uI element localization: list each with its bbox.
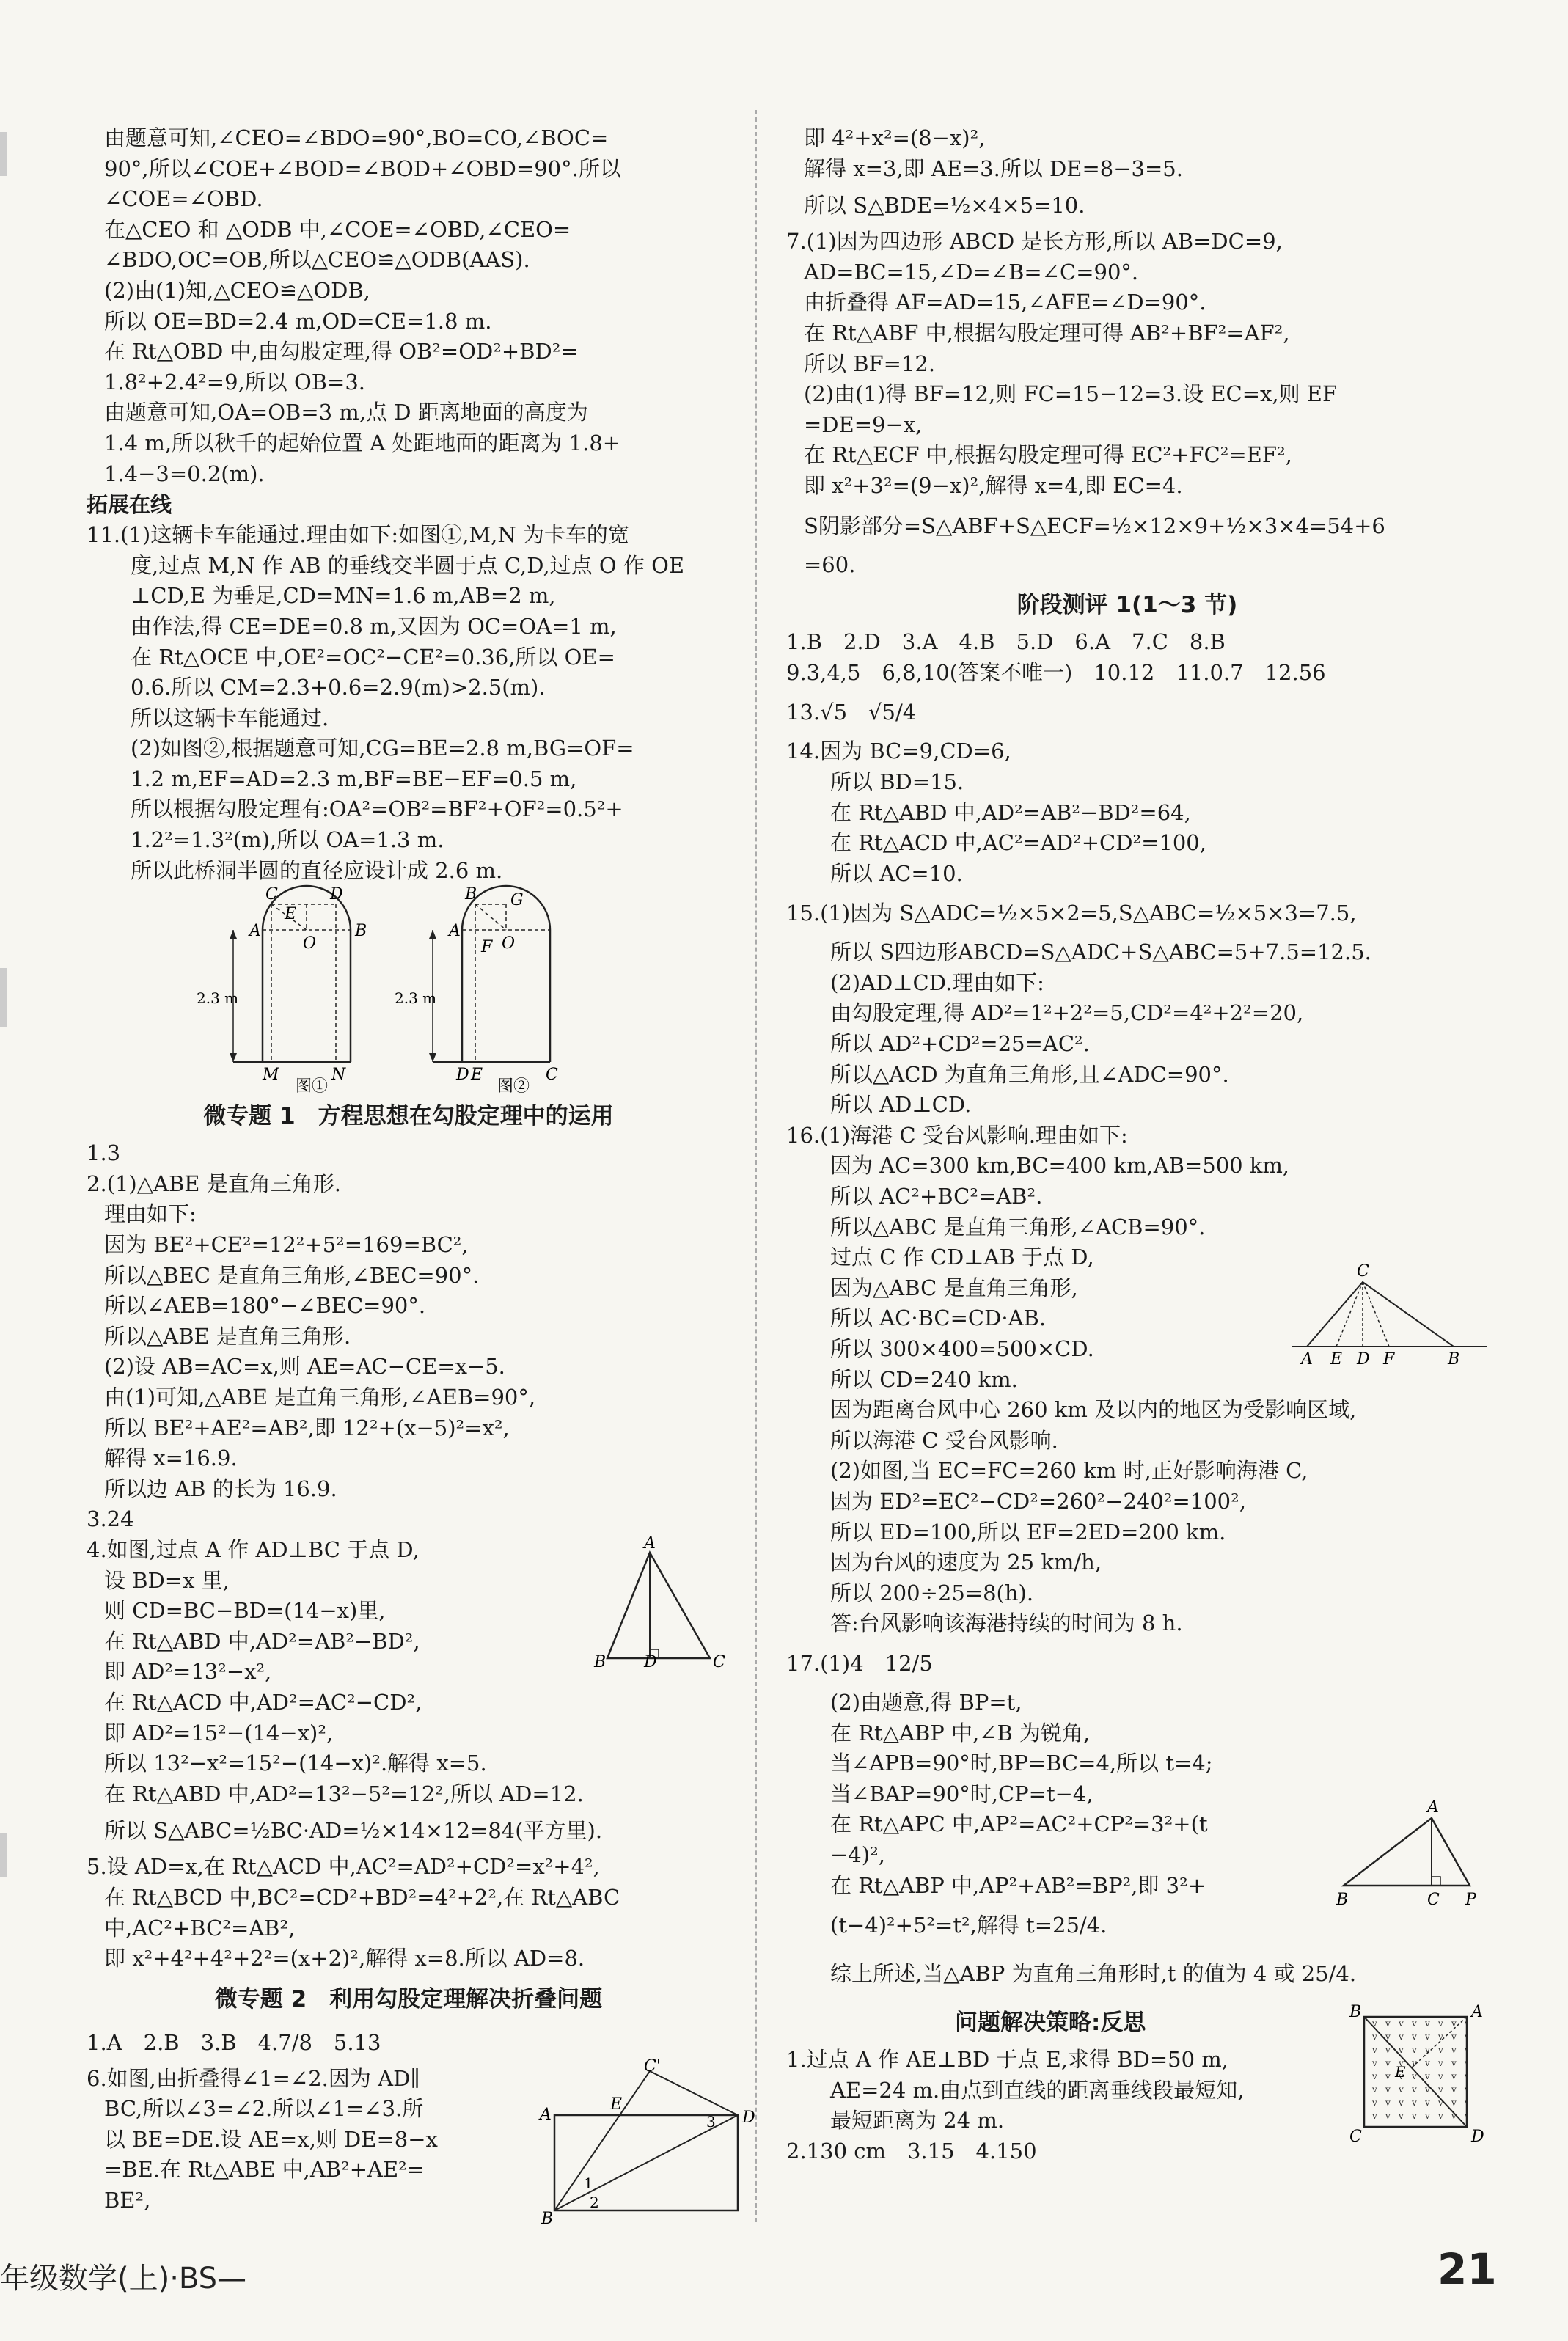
fig1-label: B: [355, 922, 367, 941]
q6-block: [87, 2056, 755, 2228]
binding-mark: [0, 1833, 7, 1877]
text-line: 7.(1)因为四边形 ABCD 是长方形,所以 AB=DC=9,: [786, 229, 1283, 254]
text-line: 所以 AC·BC=CD·AB.: [830, 1305, 1047, 1331]
fig2-label: A: [449, 922, 461, 941]
text-line: =60.: [804, 552, 856, 577]
text-line: 所以此桥洞半圆的直径应设计成 2.6 m.: [131, 857, 503, 883]
section-title: 问题解决策略:反思: [955, 2010, 1146, 2037]
text-line: 所以 ED=100,所以 EF=2ED=200 km.: [830, 1519, 1226, 1545]
fig2-label: O: [502, 934, 516, 953]
text-line: −4)²,: [830, 1842, 885, 1867]
text-line: (2)如图②,根据题意可知,CG=BE=2.8 m,BG=OF=: [131, 736, 634, 761]
text-line: 在 Rt△ECF 中,根据勾股定理可得 EC²+FC²=EF²,: [804, 442, 1292, 468]
q16-label: E: [1330, 1349, 1343, 1369]
section-title: 阶段测评 1(1～3 节): [1016, 592, 1238, 619]
q6-label: E: [610, 2095, 623, 2114]
text-line: 由题意可知,∠CEO=∠BDO=90°,BO=CO,∠BOC=: [104, 125, 609, 150]
q16-label: C: [1357, 1261, 1369, 1281]
text-line: 因为距离台风中心 260 km 及以内的地区为受影响区域,: [830, 1397, 1357, 1423]
text-line: 1.B 2.D 3.A 4.B 5.D 6.A 7.C 8.B: [786, 629, 1226, 655]
text-line: 过点 C 作 CD⊥AB 于点 D,: [830, 1245, 1094, 1270]
q4-label: C: [713, 1652, 725, 1671]
strategy-label: D: [1471, 2128, 1484, 2147]
footer-book-title: 年级数学(上)·BS—: [0, 2262, 247, 2296]
text-line: 在 Rt△ABD 中,AD²=13²−5²=12²,所以 AD=12.: [104, 1781, 584, 1806]
fig2-label: F: [481, 938, 493, 957]
right-column: [786, 123, 1484, 2166]
q17-label: B: [1336, 1890, 1349, 1909]
text-line: 即 x²+4²+4²+2²=(x+2)²,解得 x=8.所以 AD=8.: [104, 1946, 585, 1971]
text-line: AE=24 m.由点到直线的距离垂线段最短知,: [830, 2077, 1245, 2103]
text-line: BE²,: [104, 2188, 151, 2213]
text-line: S阴影部分=S△ABF+S△ECF=½×12×9+½×3×4=54+6: [804, 513, 1385, 538]
text-line: 最短距离为 24 m.: [830, 2108, 1005, 2133]
text-line: =DE=9−x,: [804, 411, 923, 437]
q4-label: D: [644, 1652, 657, 1671]
text-line: 在 Rt△ABD 中,AD²=AB²−BD²,: [104, 1628, 420, 1654]
q16-typhoon-figure: [1292, 1260, 1490, 1377]
text-line: 设 BD=x 里,: [104, 1567, 230, 1593]
column-divider: [755, 110, 757, 2222]
text-line: 在 Rt△BCD 中,BC²=CD²+BD²=4²+2²,在 Rt△ABC: [104, 1884, 620, 1910]
text-line: 在△CEO 和 △ODB 中,∠COE=∠OBD,∠CEO=: [104, 216, 571, 242]
q6-label: A: [540, 2105, 552, 2124]
text-line: 解得 x=3,即 AE=3.所以 DE=8−3=5.: [804, 155, 1183, 181]
strategy-label: A: [1471, 2003, 1483, 2022]
q6-label: C': [644, 2056, 661, 2076]
q4-label: A: [644, 1534, 656, 1553]
text-line: 所以△ACD 为直角三角形,且∠ADC=90°.: [830, 1061, 1229, 1087]
bridge-figures: [87, 885, 730, 1096]
text-line: 因为 BE²+CE²=12²+5²=169=BC²,: [104, 1232, 469, 1258]
text-line: 1.过点 A 作 AE⊥BD 于点 E,求得 BD=50 m,: [786, 2047, 1228, 2073]
fig2-label: C: [546, 1066, 558, 1085]
text-line: 在 Rt△ABP 中,∠B 为锐角,: [830, 1720, 1091, 1745]
text-line: 由题意可知,OA=OB=3 m,点 D 距离地面的高度为: [104, 400, 588, 425]
text-line: 因为 ED²=EC²−CD²=260²−240²=100²,: [830, 1488, 1246, 1514]
text-line: 所以 AC=10.: [830, 860, 963, 886]
q17-label: C: [1427, 1890, 1440, 1909]
text-line: ∠COE=∠OBD.: [104, 186, 263, 212]
text-line: 1.2 m,EF=AD=2.3 m,BF=BE−EF=0.5 m,: [131, 766, 577, 791]
q4-label: B: [594, 1652, 607, 1671]
q16-block: [786, 1121, 1468, 1639]
text-line: 16.(1)海港 C 受台风影响.理由如下:: [786, 1122, 1128, 1148]
text-line: 综上所述,当△ABP 为直角三角形时,t 的值为 4 或 25/4.: [830, 1961, 1357, 1987]
text-line: 所以 AD²+CD²=25=AC².: [830, 1031, 1090, 1057]
text-line: (t−4)²+5²=t²,解得 t=25/4.: [830, 1913, 1107, 1938]
text-line: 所以 AC²+BC²=AB².: [830, 1184, 1043, 1209]
text-line: 所以根据勾股定理有:OA²=OB²=BF²+OF²=0.5²+: [131, 796, 623, 822]
text-line: 所以 BF=12.: [804, 351, 936, 376]
text-line: 即 AD²=15²−(14−x)²,: [104, 1720, 334, 1745]
text-line: 即 4²+x²=(8−x)²,: [804, 125, 986, 150]
text-line: 1.4 m,所以秋千的起始位置 A 处距地面的距离为 1.8+: [104, 430, 621, 455]
q6-label: D: [742, 2108, 755, 2127]
text-line: 所以 OE=BD=2.4 m,OD=CE=1.8 m.: [104, 308, 492, 334]
text-line: 2.(1)△ABE 是直角三角形.: [87, 1170, 341, 1196]
text-line: (2)由(1)知,△CEO≌△ODB,: [104, 277, 370, 303]
binding-mark: [0, 968, 7, 1027]
fig1-label: O: [303, 934, 317, 953]
text-line: (2)由(1)得 BF=12,则 FC=15−12=3.设 EC=x,则 EF: [804, 381, 1338, 407]
text-line: 90°,所以∠COE+∠BOD=∠BOD+∠OBD=90°.所以: [104, 155, 621, 181]
text-line: (2)AD⊥CD.理由如下:: [830, 970, 1044, 995]
bridge-figure-svg: [87, 885, 730, 1096]
text-line: 所以 BE²+AE²=AB²,即 12²+(x−5)²=x²,: [104, 1415, 510, 1440]
strategy-label: B: [1349, 2003, 1362, 2022]
q6-label: 1: [584, 2174, 593, 2192]
text-line: 所以 13²−x²=15²−(14−x)².解得 x=5.: [104, 1751, 487, 1776]
q6-fold-figure: [540, 2056, 755, 2228]
text-line: 所以 S四边形ABCD=S△ADC+S△ABC=5+7.5=12.5.: [830, 939, 1371, 965]
fig1-label: 2.3 m: [197, 989, 239, 1008]
text-line: 13.√5 √5/4: [786, 700, 917, 725]
text-line: 0.6.所以 CM=2.3+0.6=2.9(m)>2.5(m).: [131, 675, 546, 700]
fig1-label: M: [263, 1066, 279, 1085]
text-line: 所以∠AEB=180°−∠BEC=90°.: [104, 1293, 426, 1319]
text-line: 1.2²=1.3²(m),所以 OA=1.3 m.: [131, 827, 444, 853]
q16-label: D: [1357, 1349, 1370, 1369]
page-number: 21: [1437, 2244, 1497, 2294]
fig2-label: E: [471, 1066, 483, 1085]
q6-label: 2: [590, 2193, 599, 2211]
text-line: BC,所以∠3=∠2.所以∠1=∠3.所: [104, 2096, 424, 2122]
text-line: 即 x²+3²=(9−x)²,解得 x=4,即 EC=4.: [804, 472, 1183, 498]
section-title: 微专题 2 利用勾股定理解决折叠问题: [214, 1985, 603, 2012]
text-line: 由折叠得 AF=AD=15,∠AFE=∠D=90°.: [804, 290, 1206, 315]
text-line: 所以△ABE 是直角三角形.: [104, 1323, 351, 1349]
fig2-label: B: [465, 885, 477, 904]
text-line: 4.如图,过点 A 作 AD⊥BC 于点 D,: [87, 1536, 420, 1562]
q16-label: B: [1448, 1349, 1460, 1369]
strategy-block: [786, 2003, 1484, 2166]
q17-block: [786, 1688, 1476, 1949]
q4-triangle-figure: [593, 1534, 739, 1671]
section-title: 微专题 1 方程思想在勾股定理中的运用: [203, 1103, 614, 1130]
strategy-label: C: [1349, 2128, 1362, 2147]
q4-block: [87, 1535, 730, 1809]
strategy-label: E: [1395, 2063, 1406, 2081]
text-line: 即 AD²=13²−x²,: [104, 1659, 272, 1685]
text-line: 由作法,得 CE=DE=0.8 m,又因为 OC=OA=1 m,: [131, 613, 617, 639]
text-line: 由(1)可知,△ABE 是直角三角形,∠AEB=90°,: [104, 1385, 536, 1410]
text-line: 在 Rt△ABD 中,AD²=AB²−BD²=64,: [830, 799, 1191, 825]
text-line: 11.(1)这辆卡车能通过.理由如下:如图①,M,N 为卡车的宽: [87, 522, 629, 548]
text-line: 在 Rt△ABF 中,根据勾股定理可得 AB²+BF²=AF²,: [804, 320, 1290, 345]
text-line: 因为台风的速度为 25 km/h,: [830, 1550, 1102, 1575]
text-line: 在 Rt△APC 中,AP²=AC²+CP²=3²+(t: [830, 1811, 1208, 1837]
text-line: 以 BE=DE.设 AE=x,则 DE=8−x: [104, 2126, 438, 2152]
q6-label: 3: [706, 2112, 716, 2131]
fig1-label: E: [285, 905, 297, 924]
text-line: 因为 AC=300 km,BC=400 km,AB=500 km,: [830, 1153, 1290, 1179]
text-line: 6.如图,由折叠得∠1=∠2.因为 AD∥: [87, 2065, 420, 2091]
text-line: 所以 S△ABC=½BC·AD=½×14×12=84(平方里).: [104, 1818, 603, 1844]
text-line: 1.8²+2.4²=9,所以 OB=3.: [104, 369, 366, 395]
strategy-figure: [1344, 2004, 1490, 2150]
text-line: 所以这辆卡车能通过.: [131, 705, 329, 730]
text-line: 1.4−3=0.2(m).: [104, 461, 265, 486]
text-line: 所以 BD=15.: [830, 769, 964, 794]
text-line: 当∠APB=90°时,BP=BC=4,所以 t=4;: [830, 1751, 1213, 1776]
text-line: 所以 200÷25=8(h).: [830, 1580, 1034, 1605]
text-line: 则 CD=BC−BD=(14−x)里,: [104, 1598, 386, 1624]
text-line: 因为△ABC 是直角三角形,: [830, 1275, 1078, 1300]
text-line: (2)设 AB=AC=x,则 AE=AC−CE=x−5.: [104, 1354, 505, 1380]
text-line: 9.3,4,5 6,8,10(答案不唯一) 10.12 11.0.7 12.56: [786, 659, 1326, 685]
text-line: 所以 S△BDE=½×4×5=10.: [804, 193, 1085, 219]
figure-2: [395, 885, 558, 1096]
fig1-label: D: [330, 885, 343, 904]
text-line: 理由如下:: [104, 1201, 197, 1227]
text-line: 所以海港 C 受台风影响.: [830, 1427, 1058, 1453]
fig2-label: D: [456, 1066, 469, 1085]
text-line: 所以△BEC 是直角三角形,∠BEC=90°.: [104, 1262, 480, 1288]
figure-1: [197, 885, 367, 1096]
text-line: 在 Rt△OCE 中,OE²=OC²−CE²=0.36,所以 OE=: [131, 644, 615, 670]
text-line: 当∠BAP=90°时,CP=t−4,: [830, 1781, 1093, 1806]
text-line: 度,过点 M,N 作 AB 的垂线交半圆于点 C,D,过点 O 作 OE: [131, 552, 685, 578]
text-line: 15.(1)因为 S△ADC=½×5×2=5,S△ABC=½×5×3=7.5,: [786, 901, 1357, 926]
text-line: 所以 CD=240 km.: [830, 1366, 1018, 1392]
text-line: 所以△ABC 是直角三角形,∠ACB=90°.: [830, 1214, 1206, 1239]
q16-label: A: [1301, 1349, 1313, 1369]
q6-label: B: [541, 2209, 554, 2228]
fig2-label: 2.3 m: [395, 989, 437, 1008]
text-line: AD=BC=15,∠D=∠B=∠C=90°.: [804, 259, 1139, 285]
fig1-caption: 图①: [296, 1077, 329, 1096]
fig1-label: C: [265, 885, 278, 904]
text-line: 3.24: [87, 1506, 134, 1532]
fig2-label: G: [510, 891, 524, 910]
text-line: 解得 x=16.9.: [104, 1446, 238, 1471]
text-line: 2.130 cm 3.15 4.150: [786, 2138, 1037, 2164]
text-line: 在 Rt△OBD 中,由勾股定理,得 OB²=OD²+BD²=: [104, 339, 579, 364]
text-line: 由勾股定理,得 AD²=1²+2²=5,CD²=4²+2²=20,: [830, 1000, 1304, 1026]
text-line: 17.(1)4 12/5: [786, 1650, 933, 1676]
q17-triangle-figure: [1336, 1798, 1498, 1915]
binding-mark: [0, 132, 7, 176]
text-line: ⊥CD,E 为垂足,CD=MN=1.6 m,AB=2 m,: [131, 583, 556, 609]
text-line: 5.设 AD=x,在 Rt△ACD 中,AC²=AD²+CD²=x²+4²,: [87, 1854, 600, 1880]
text-line: ∠BDO,OC=OB,所以△CEO≌△ODB(AAS).: [104, 247, 530, 273]
text-line: =BE.在 Rt△ABE 中,AB²+AE²=: [104, 2157, 425, 2183]
text-line: 所以 300×400=500×CD.: [830, 1336, 1094, 1361]
text-line: 答:台风影响该海港持续的时间为 8 h.: [830, 1611, 1183, 1636]
text-line: (2)由题意,得 BP=t,: [830, 1689, 1022, 1715]
q16-label: F: [1383, 1349, 1395, 1369]
left-column: [87, 123, 755, 2228]
text-line: 所以 AD⊥CD.: [830, 1092, 972, 1118]
text-line: 1.3: [87, 1140, 121, 1166]
text-line: (2)如图,当 EC=FC=260 km 时,正好影响海港 C,: [830, 1458, 1308, 1484]
text-line: 在 Rt△ACD 中,AC²=AD²+CD²=100,: [830, 830, 1206, 856]
text-line: 在 Rt△ABP 中,AP²+AB²=BP²,即 3²+: [830, 1872, 1206, 1898]
fig2-caption: 图②: [497, 1077, 530, 1096]
text-line: 中,AC²+BC²=AB²,: [104, 1915, 296, 1941]
fig1-label: N: [331, 1066, 346, 1085]
text-line: 在 Rt△ACD 中,AD²=AC²−CD²,: [104, 1689, 422, 1715]
q17-label: A: [1427, 1798, 1439, 1817]
section-title: 拓展在线: [87, 492, 172, 518]
text-line: 1.A 2.B 3.B 4.7/8 5.13: [87, 2029, 381, 2055]
text-line: 14.因为 BC=9,CD=6,: [786, 739, 1011, 764]
q17-label: P: [1465, 1890, 1476, 1909]
fig1-label: A: [249, 922, 261, 941]
text-line: 所以边 AB 的长为 16.9.: [104, 1476, 337, 1501]
